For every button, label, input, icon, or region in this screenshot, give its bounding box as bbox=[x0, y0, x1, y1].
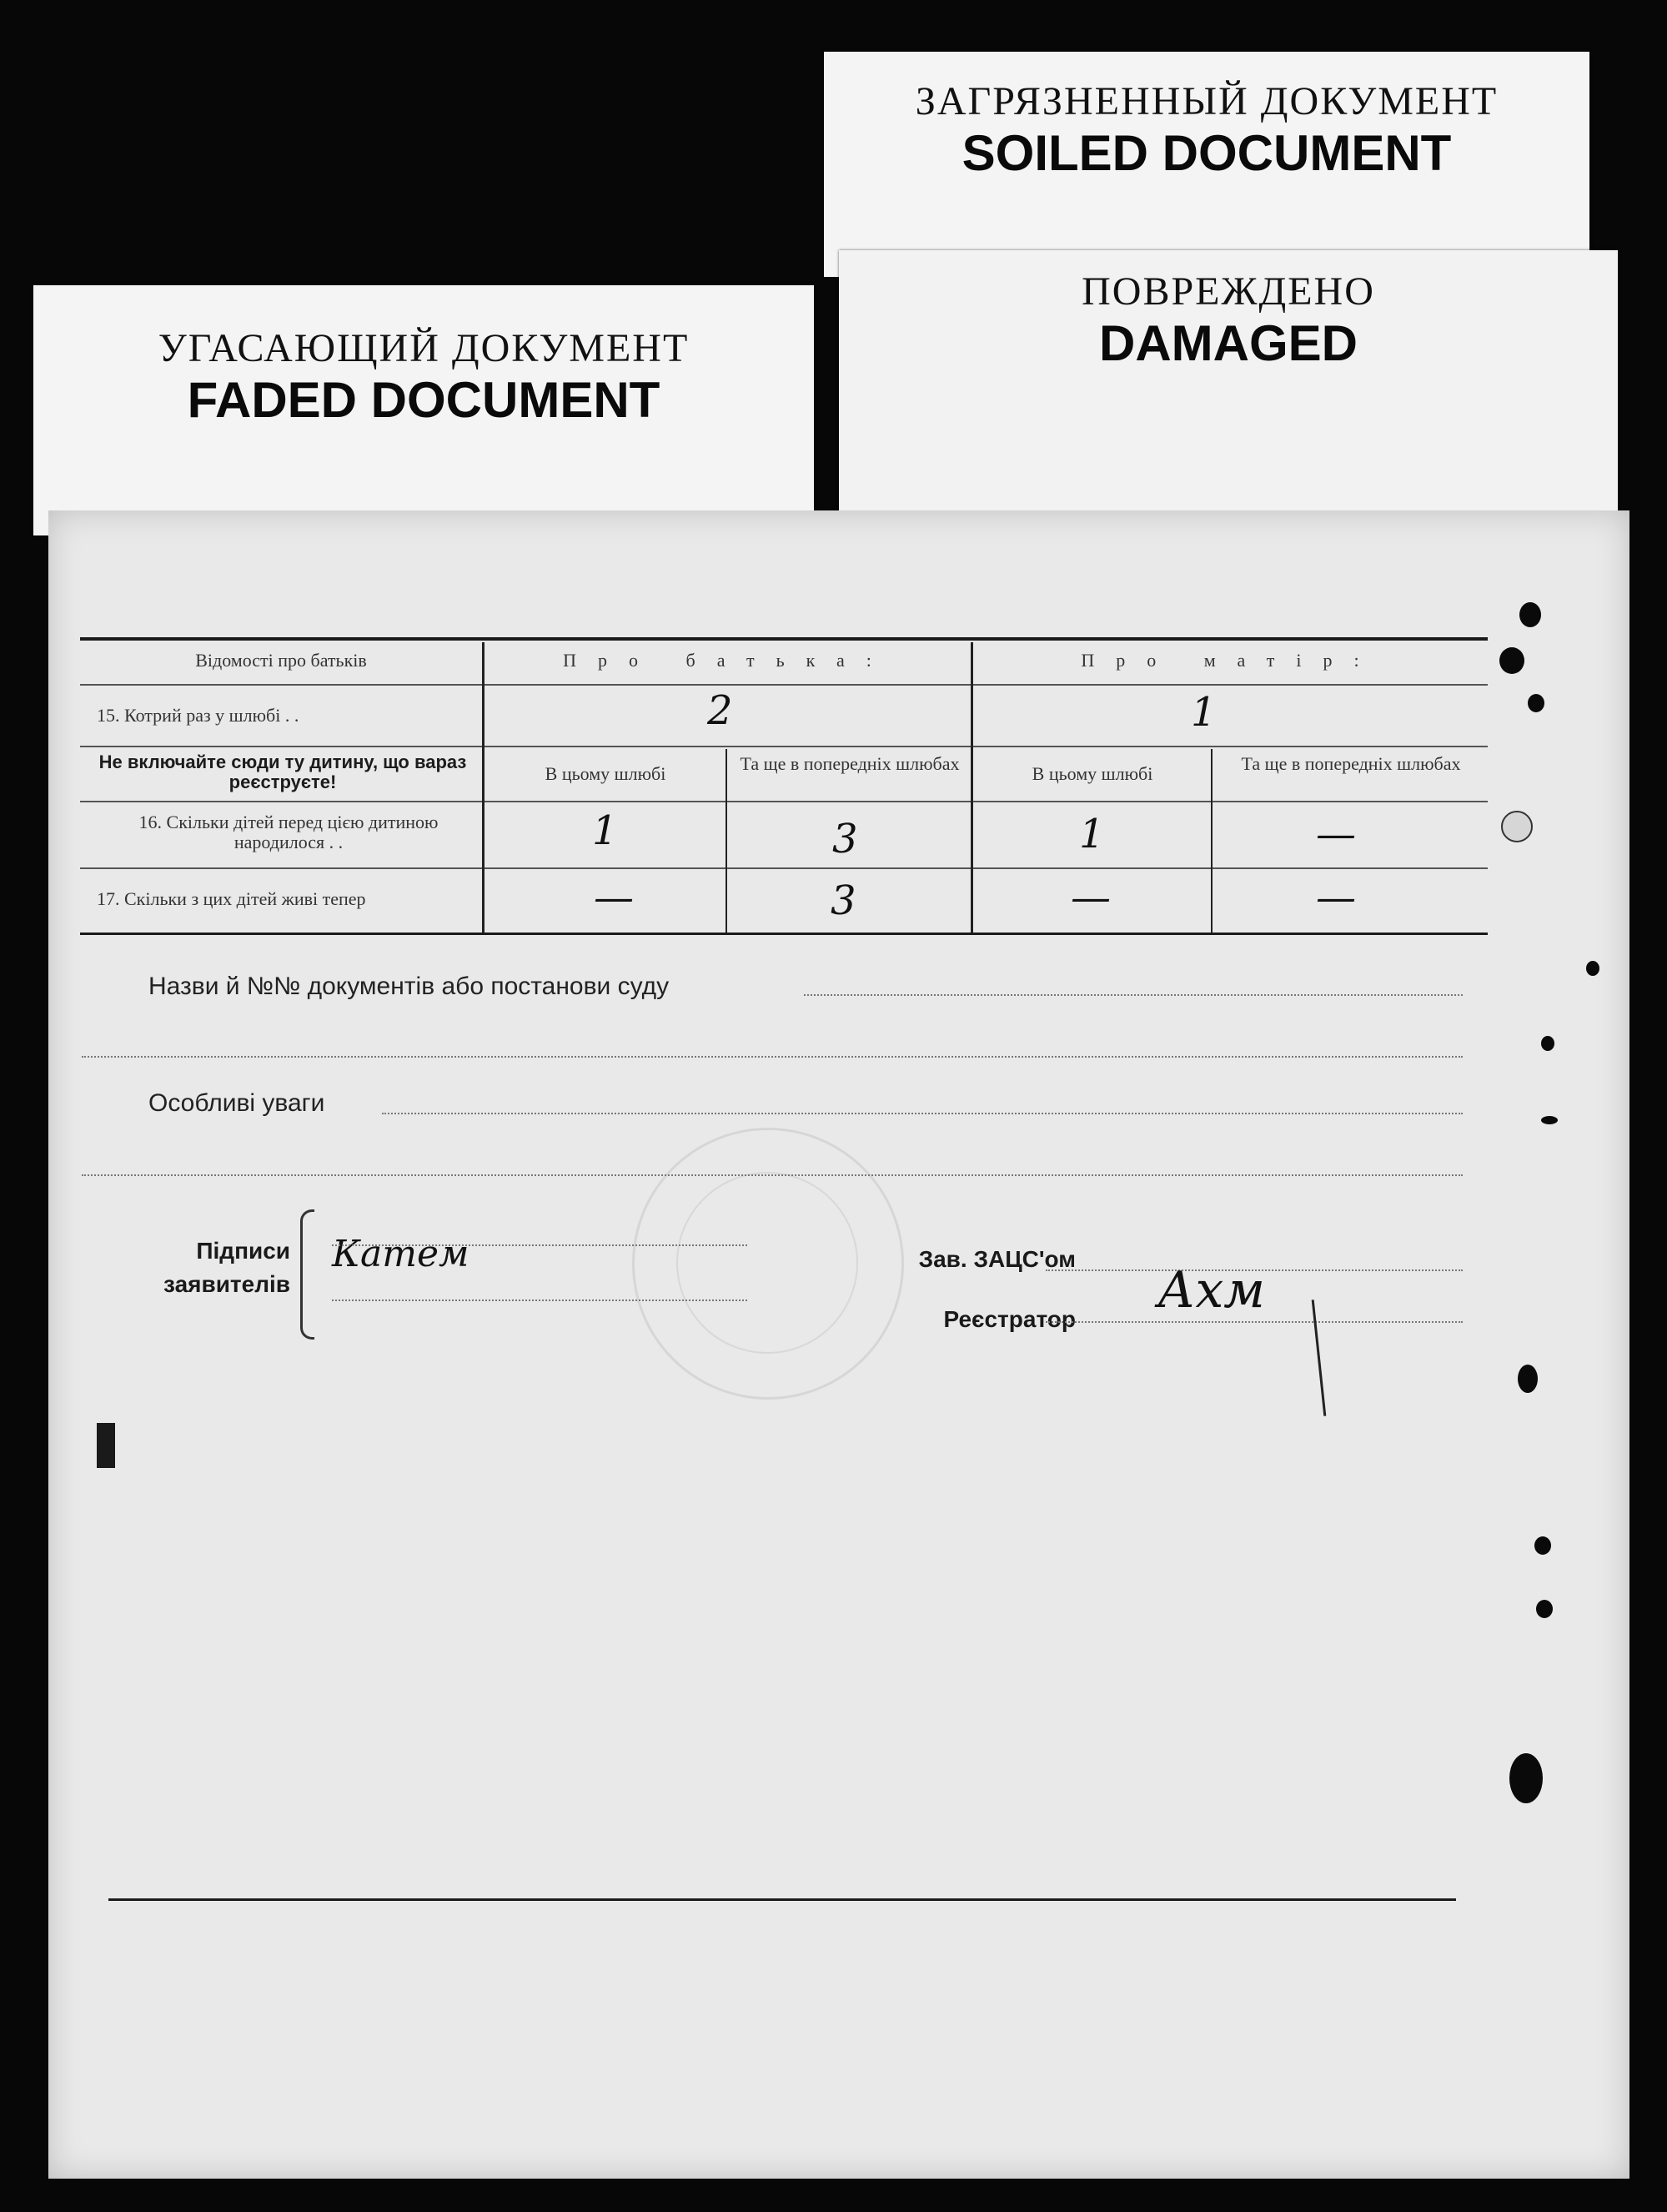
row17-father-prev: 3 bbox=[831, 877, 856, 924]
documents-field-line bbox=[804, 994, 1463, 996]
father-this-marriage-header: В цьому шлюбі bbox=[545, 763, 666, 784]
mother-this-marriage-header: В цьому шлюбі bbox=[1032, 763, 1153, 784]
father-header: Про батька: bbox=[563, 650, 893, 671]
damaged-label bbox=[839, 250, 1618, 519]
row17-label: 17. Скільки з цих дітей живі тепер bbox=[97, 888, 366, 909]
applicants-brace bbox=[300, 1209, 314, 1340]
punch-hole bbox=[1501, 811, 1533, 842]
notes-field-label: Особливі уваги bbox=[148, 1089, 325, 1117]
registrar-label: Реєстратор bbox=[943, 1306, 1076, 1332]
row16-mother-prev: — bbox=[1316, 811, 1356, 857]
signature-stroke bbox=[1312, 1300, 1327, 1416]
row17-mother-this: — bbox=[1071, 874, 1111, 921]
punch-hole bbox=[1499, 647, 1524, 674]
row17-mother-prev: — bbox=[1316, 874, 1356, 921]
parents-info-header: Відомості про батьків bbox=[195, 650, 367, 671]
row16-father-prev: 3 bbox=[832, 816, 858, 862]
punch-hole bbox=[1541, 1116, 1558, 1124]
exclude-child-note: Не включайте сюди ту дитину, що вараз реєструєте! bbox=[98, 752, 467, 792]
applicant-signature: Катем bbox=[332, 1233, 469, 1275]
applicants-signatures-label: Підписи заявителів bbox=[163, 1238, 290, 1297]
documents-field-label: Назви й №№ документів або постанови суду bbox=[148, 973, 670, 1000]
table-bottom-rule bbox=[80, 933, 1488, 935]
punch-hole bbox=[1534, 1536, 1551, 1555]
father-prev-marriages-header: Та ще в попередніх шлюбах bbox=[740, 753, 960, 774]
punch-hole bbox=[1528, 694, 1544, 712]
soiled-label-ru: ЗАГРЯЗНЕННЫЙ ДОКУМЕНТ bbox=[915, 79, 1499, 123]
notes-field-line bbox=[382, 1113, 1463, 1114]
sheet-bottom-rule bbox=[108, 1898, 1456, 1901]
row16-mother-this: 1 bbox=[1079, 811, 1105, 857]
row16-label: 16. Скільки дітей перед цією дитиною народилося . . bbox=[138, 812, 439, 852]
punch-hole bbox=[1541, 1036, 1554, 1051]
faded-document-label bbox=[33, 285, 814, 535]
damaged-label-en: DAMAGED bbox=[1099, 315, 1358, 371]
punch-hole bbox=[1586, 961, 1599, 976]
mother-prev-marriages-header: Та ще в попередніх шлюбах bbox=[1241, 753, 1461, 774]
document-sheet bbox=[48, 510, 1629, 2179]
punch-hole bbox=[1509, 1753, 1543, 1803]
mother-header: Про матір: bbox=[1081, 650, 1381, 671]
registrar-signature: Ахм bbox=[1157, 1261, 1266, 1320]
row15-label: 15. Котрий раз у шлюбі . . bbox=[97, 705, 299, 726]
soiled-document-label bbox=[824, 52, 1589, 277]
table-top-rule bbox=[80, 637, 1488, 641]
punch-hole bbox=[1536, 1600, 1553, 1618]
faded-label-ru: УГАСАЮЩИЙ ДОКУМЕНТ bbox=[158, 326, 690, 370]
damaged-label-ru: ПОВРЕЖДЕНО bbox=[1082, 269, 1375, 314]
row16-father-this: 1 bbox=[592, 807, 618, 854]
row15-father-value: 2 bbox=[707, 687, 733, 734]
faded-label-en: FADED DOCUMENT bbox=[187, 372, 660, 428]
edge-tear bbox=[97, 1423, 115, 1468]
punch-hole bbox=[1518, 1365, 1538, 1393]
head-zags-label: Зав. ЗАЦС'ом bbox=[918, 1246, 1076, 1272]
punch-hole bbox=[1519, 602, 1541, 627]
row17-father-this: — bbox=[594, 874, 634, 921]
row15-mother-value: 1 bbox=[1191, 689, 1217, 736]
soiled-label-en: SOILED DOCUMENT bbox=[962, 125, 1452, 181]
